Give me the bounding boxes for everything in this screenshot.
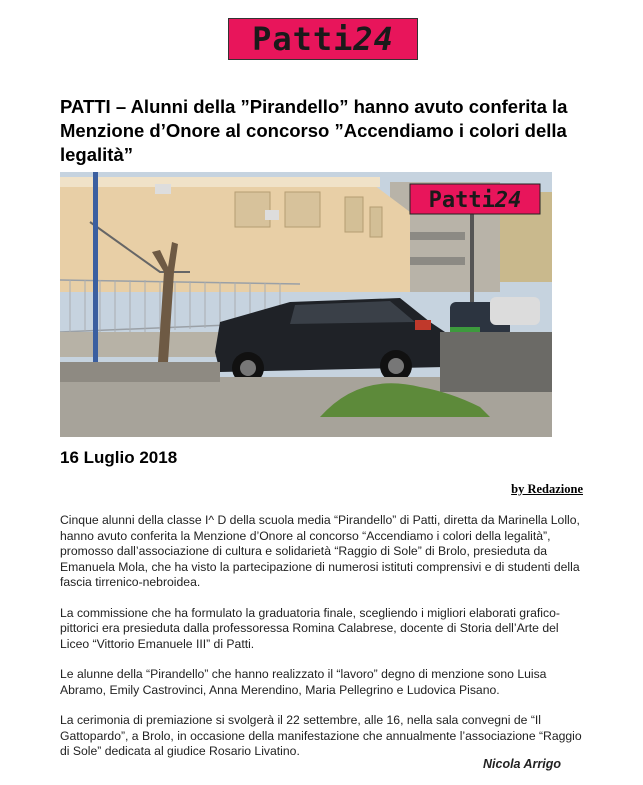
article-headline: PATTI – Alunni della ”Pirandello” hanno avuto conferita la Menzione d’Onore al concorso ”Accendiamo i colori della legalità” <box>60 96 568 165</box>
article-author: Nicola Arrigo <box>483 757 562 771</box>
article-date: 16 Luglio 2018 <box>60 448 178 467</box>
article-photo <box>60 172 552 437</box>
paragraph-2: La commissione che ha formulato la graduatoria finale, scegliendo i migliori elaborati grafico-pittorici era presieduta dalla professoressa Romina Calabrese, docente di Storia dell’Arte del Liceo “Vittorio Emanuele III” di Patti. <box>60 605 560 651</box>
paragraph-3: Le alunne della “Pirandello” che hanno realizzato il “lavoro” degno di menzione sono Luisa Abramo, Emily Castrovinci, Anna Merendino, Maria Pellegrino e Ludovica Pisano. <box>60 667 547 697</box>
article-body <box>60 513 585 775</box>
paragraph-1: Cinque alunni della classe I^ D della scuola media “Pirandello” di Patti, diretta da Marinella Lollo, hanno avuto conferita la Menzione d’Onore al concorso “Accendiamo i colori della legalità”, promosso dall’associazione di cultura e solidarietà “Raggio di Sole” di Brolo, presieduta da Emanuela Mola, che ha visto la partecipazione di numerosi istituti comprensivi e di studenti della fascia tirrenico-nebroidea. <box>60 513 580 589</box>
byline-link[interactable]: by Redazione <box>511 482 583 496</box>
paragraph-4: La cerimonia di premiazione si svolgerà il 22 settembre, alle 16, nella sala convegni de “Il Gattopardo”, a Brolo, in occasione della manifestazione che annualmente l’associazione “Raggio di Sole” dedicata al giudice Rosario Livatino. <box>60 713 582 758</box>
photo-watermark: Patti24 <box>428 188 522 213</box>
site-logo[interactable] <box>228 18 418 60</box>
logo-text: Patti24 <box>252 20 394 58</box>
